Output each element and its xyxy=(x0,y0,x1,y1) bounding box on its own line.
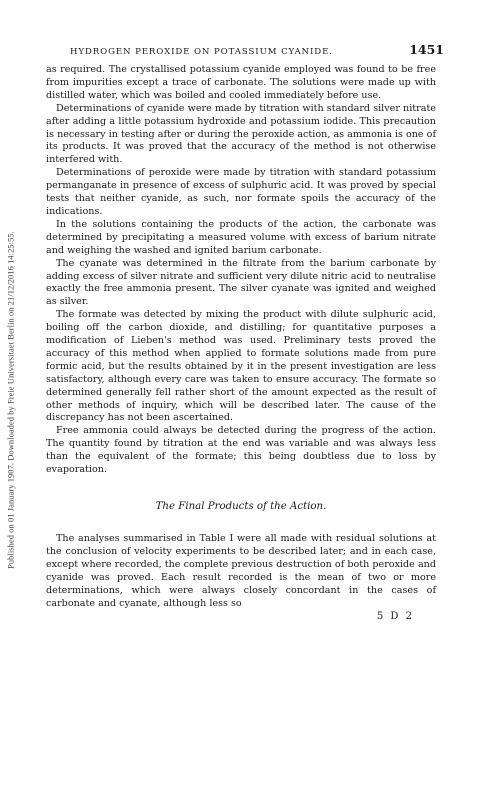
running-head xyxy=(70,42,444,64)
running-title: HYDROGEN PEROXIDE ON POTASSIUM CYANIDE. xyxy=(70,47,333,57)
paragraph-formate-detection: The formate was detected by mixing the product with dilute sulphuric acid, boiling off the carbon dioxide, and distilling; for quantitative purposes a modification of Lieben's method was used. Preliminary tests proved the accuracy of this method when applied to formate solutions made from pure formic acid, but the results obtained by it in the present investigation are less satisfactory, although every care was taken to ensure accuracy. The formate so determined generally fell rather short of the amount expected as the result of other methods of inquiry, which will be described later. The cause of the discrepancy has not been ascertained. xyxy=(46,309,436,424)
signature-mark: 5 D 2 xyxy=(376,611,414,623)
paragraph-continuation: as required. The crystallised potassium cyanide employed was found to be free from impurities except a trace of carbonate. The solutions were made up with distilled water, which was boiled and cooled immediately before use. xyxy=(46,64,436,101)
journal-page xyxy=(46,42,444,623)
page-number: 1451 xyxy=(409,42,444,57)
paragraph-cyanate-determination: The cyanate was determined in the filtrate from the barium carbonate by adding excess of silver nitrate and sufficient very dilute nitric acid to neutralise exactly the free ammonia present. The silver cyanate was ignited and weighed as silver. xyxy=(46,257,436,308)
paragraph-ammonia: Free ammonia could always be detected during the progress of the action. The quantity found by titration at the end was variable and was always less than the equivalent of the formate; this being doubtless due to loss by evaporation. xyxy=(46,425,436,476)
paragraph-carbonate-determination: In the solutions containing the products of the action, the carbonate was determined by precipitating a measured volume with excess of barium nitrate and weighing the washed and ignited barium carbonate. xyxy=(46,218,436,256)
paragraph-cyanide-determination: Determinations of cyanide were made by titration with standard silver nitrate after adding a little potassium hydroxide and potassium iodide. This precaution is necessary in testing after or during the peroxide action, as ammonia is one of its products. It was proved that the accuracy of the method is not otherwise interfered with. xyxy=(46,102,436,166)
paragraph-peroxide-determination: Determinations of peroxide were made by titration with standard potassium permanganate in presence of excess of sulphuric acid. It was proved by special tests that neither cyanide, as such, nor formate spoils the accuracy of the indications. xyxy=(46,167,436,217)
paragraph-final-products: The analyses summarised in Table I were all made with residual solutions at the conclusion of velocity experiments to be described later; and in each case, except where recorded, the complete previous destruction of both peroxide and cyanide was proved. Each result recorded is the mean of two or more determinations, which were always closely concordant in the cases of carbonate and cyanate, although less so xyxy=(46,533,436,609)
download-stamp xyxy=(0,0,22,792)
download-stamp-text: Published on 01 January 1907. Downloaded by Freie Universitaet Berlin on 21/12/2016 14:25:55. xyxy=(6,231,16,569)
section-heading: The Final Products of the Action. xyxy=(155,501,327,512)
